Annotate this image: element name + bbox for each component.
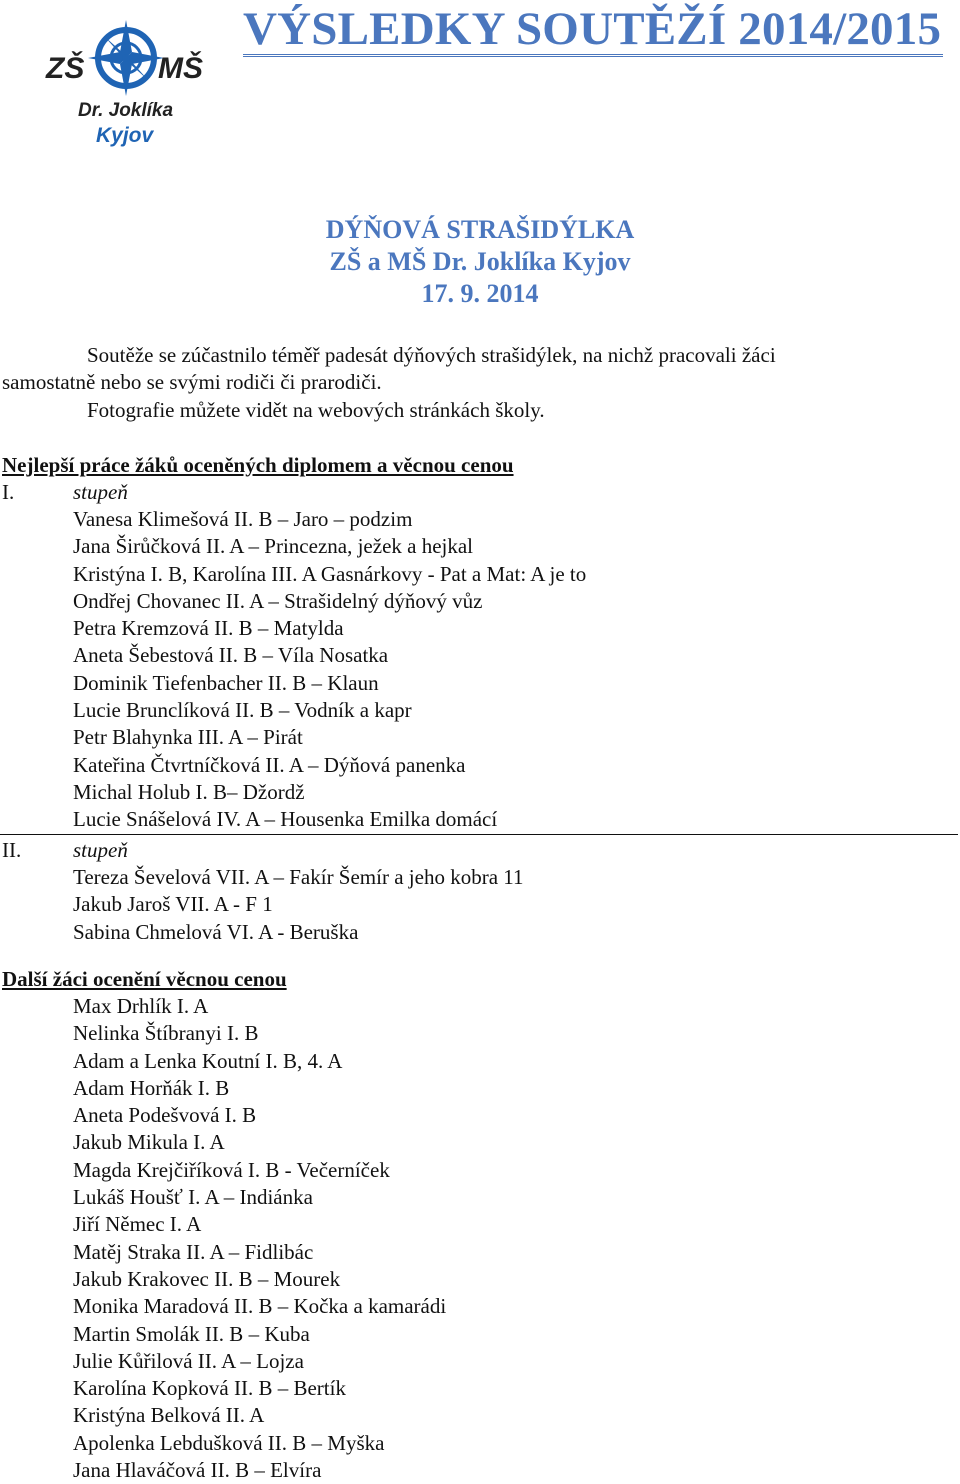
stage2-list xyxy=(73,864,524,946)
other-students-list xyxy=(73,993,446,1484)
stage1-label: stupeň xyxy=(73,480,128,504)
list-item: Sabina Chmelová VI. A - Beruška xyxy=(73,919,359,944)
page-title: VÝSLEDKY SOUTĚŽÍ 2014/2015 xyxy=(243,3,942,55)
list-item: Lucie Brunclíková II. B – Vodník a kapr xyxy=(73,698,412,723)
stage1-list xyxy=(73,506,586,834)
logo-name-text: Dr. Joklíka xyxy=(78,100,174,121)
list-item: Monika Maradová II. B – Kočka a kamarádi xyxy=(73,1294,447,1319)
school-logo xyxy=(40,12,215,152)
list-item: Dominik Tiefenbacher II. B – Klaun xyxy=(73,670,379,695)
list-item: Karolína Kopková II. B – Bertík xyxy=(73,1376,346,1401)
list-item: Tereza Ševelová VII. A – Fakír Šemír a jeho kobra 11 xyxy=(73,865,524,889)
section-divider xyxy=(0,834,958,835)
list-item: Julie Kůřilová II. A – Lojza xyxy=(73,1348,304,1373)
logo-right-text: MŠ xyxy=(158,52,203,85)
list-item: Ondřej Chovanec II. A – Strašidelný dýňový vůz xyxy=(73,588,483,613)
list-item: Aneta Podešvová I. B xyxy=(73,1103,257,1128)
list-item: Kristýna Belková II. A xyxy=(73,1403,265,1428)
list-item: Nelinka Štíbranyi I. B xyxy=(73,1021,259,1046)
list-item: Lucie Snášelová IV. A – Housenka Emilka domácí xyxy=(73,807,498,832)
list-item: Petra Kremzová II. B – Matylda xyxy=(73,616,344,641)
event-school: ZŠ a MŠ Dr. Joklíka Kyjov xyxy=(329,247,631,276)
title-underline xyxy=(243,54,943,57)
stage1-numeral: I. xyxy=(2,480,15,504)
list-item: Jakub Mikula I. A xyxy=(73,1130,225,1155)
compass-icon xyxy=(88,20,164,96)
event-date: 17. 9. 2014 xyxy=(421,279,539,308)
event-heading xyxy=(0,214,960,310)
list-item: Petr Blahynka III. A – Pirát xyxy=(73,725,303,750)
list-item: Jana Hlaváčová II. B – Elvíra xyxy=(73,1458,322,1483)
list-item: Jakub Krakovec II. B – Mourek xyxy=(73,1266,341,1291)
list-item: Martin Smolák II. B – Kuba xyxy=(73,1321,310,1346)
list-item: Max Drhlík I. A xyxy=(73,994,209,1018)
list-item: Michal Holub I. B– Džordž xyxy=(73,779,305,804)
list-item: Kateřina Čtvrtníčková II. A – Dýňová panenka xyxy=(73,752,466,777)
list-item: Vanesa Klimešová II. B – Jaro – podzim xyxy=(73,507,413,531)
best-works-heading: Nejlepší práce žáků oceněných diplomem a věcnou cenou xyxy=(2,453,514,477)
intro-line-2: samostatně nebo se svými rodiči či prarodiči. xyxy=(2,370,382,394)
logo-town-text: Kyjov xyxy=(96,124,154,147)
list-item: Apolenka Lebdušková II. B – Myška xyxy=(73,1430,385,1455)
intro-line-1: Soutěže se zúčastnilo téměř padesát dýňových strašidýlek, na nichž pracovali žáci xyxy=(87,343,776,367)
list-item: Matěj Straka II. A – Fidlibác xyxy=(73,1239,314,1264)
logo-left-text: ZŠ xyxy=(46,52,85,85)
list-item: Adam a Lenka Koutní I. B, 4. A xyxy=(73,1048,343,1073)
stage2-numeral: II. xyxy=(2,838,22,862)
list-item: Lukáš Houšť I. A – Indiánka xyxy=(73,1185,313,1210)
list-item: Jiří Němec I. A xyxy=(73,1212,202,1237)
event-name: DÝŇOVÁ STRAŠIDÝLKA xyxy=(325,215,635,244)
other-students-heading: Další žáci ocenění věcnou cenou xyxy=(2,967,287,991)
intro-line-3: Fotografie můžete vidět na webových stránkách školy. xyxy=(87,398,545,422)
list-item: Adam Horňák I. B xyxy=(73,1075,230,1100)
stage2-label: stupeň xyxy=(73,838,128,862)
list-item: Jana Širůčková II. A – Princezna, ježek a hejkal xyxy=(73,534,474,559)
list-item: Magda Krejčiříková I. B - Večerníček xyxy=(73,1157,390,1182)
list-item: Jakub Jaroš VII. A - F 1 xyxy=(73,892,273,917)
list-item: Aneta Šebestová II. B – Víla Nosatka xyxy=(73,643,389,668)
list-item: Kristýna I. B, Karolína III. A Gasnárkovy - Pat a Mat: A je to xyxy=(73,561,587,586)
